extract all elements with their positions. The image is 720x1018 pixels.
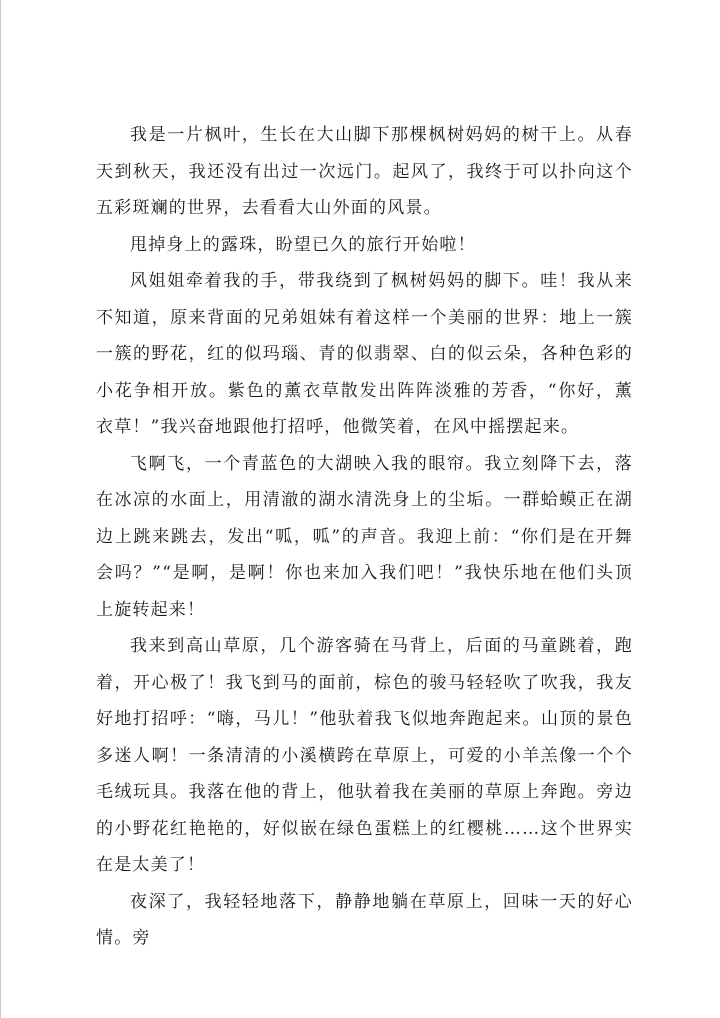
page-edge-line xyxy=(0,0,1,1018)
paragraph-4: 飞啊飞，一个青蓝色的大湖映入我的眼帘。我立刻降下去，落在冰凉的水面上，用清澈的湖水清洗身上的尘垢。一群蛤蟆正在湖边上跳来跳去，发出“呱，呱”的声音。我迎上前：“你们是在开舞会吗？”“是啊，是啊！你也来加入我们吧！”我快乐地在他们头顶上旋转起来！ xyxy=(96,453,633,620)
paragraph-3: 风姐姐牵着我的手，带我绕到了枫树妈妈的脚下。哇！我从来不知道，原来背面的兄弟姐妹有着这样一个美丽的世界：地上一簇一簇的野花，红的似玛瑙、青的似翡翠、白的似云朵，各种色彩的小花争相开放。紫色的薰衣草散发出阵阵淡雅的芳香，“你好，薰衣草！”我兴奋地跟他打招呼，他微笑着，在风中摇摆起来。 xyxy=(96,271,633,437)
article-body xyxy=(96,117,633,957)
paragraph-1: 我是一片枫叶，生长在大山脚下那棵枫树妈妈的树干上。从春天到秋天，我还没有出过一次远门。起风了，我终于可以扑向这个五彩斑斓的世界，去看看大山外面的风景。 xyxy=(96,125,633,218)
paragraph-5: 我来到高山草原，几个游客骑在马背上，后面的马童跳着，跑着，开心极了！我飞到马的面前，棕色的骏马轻轻吹了吹我，我友好地打招呼：“嗨，马儿！”他驮着我飞似地奔跑起来。山顶的景色多迷人啊！一条清清的小溪横跨在草原上，可爱的小羊羔像一个个毛绒玩具。我落在他的背上，他驮着我在美丽的草原上奔跑。旁边的小野花红艳艳的，好似嵌在绿色蛋糕上的红樱桃……这个世界实在是太美了！ xyxy=(96,636,633,875)
paragraph-2: 甩掉身上的露珠，盼望已久的旅行开始啦！ xyxy=(130,234,476,255)
paragraph-6: 夜深了，我轻轻地落下，静静地躺在草原上，回味一天的好心情。旁 xyxy=(96,891,633,948)
